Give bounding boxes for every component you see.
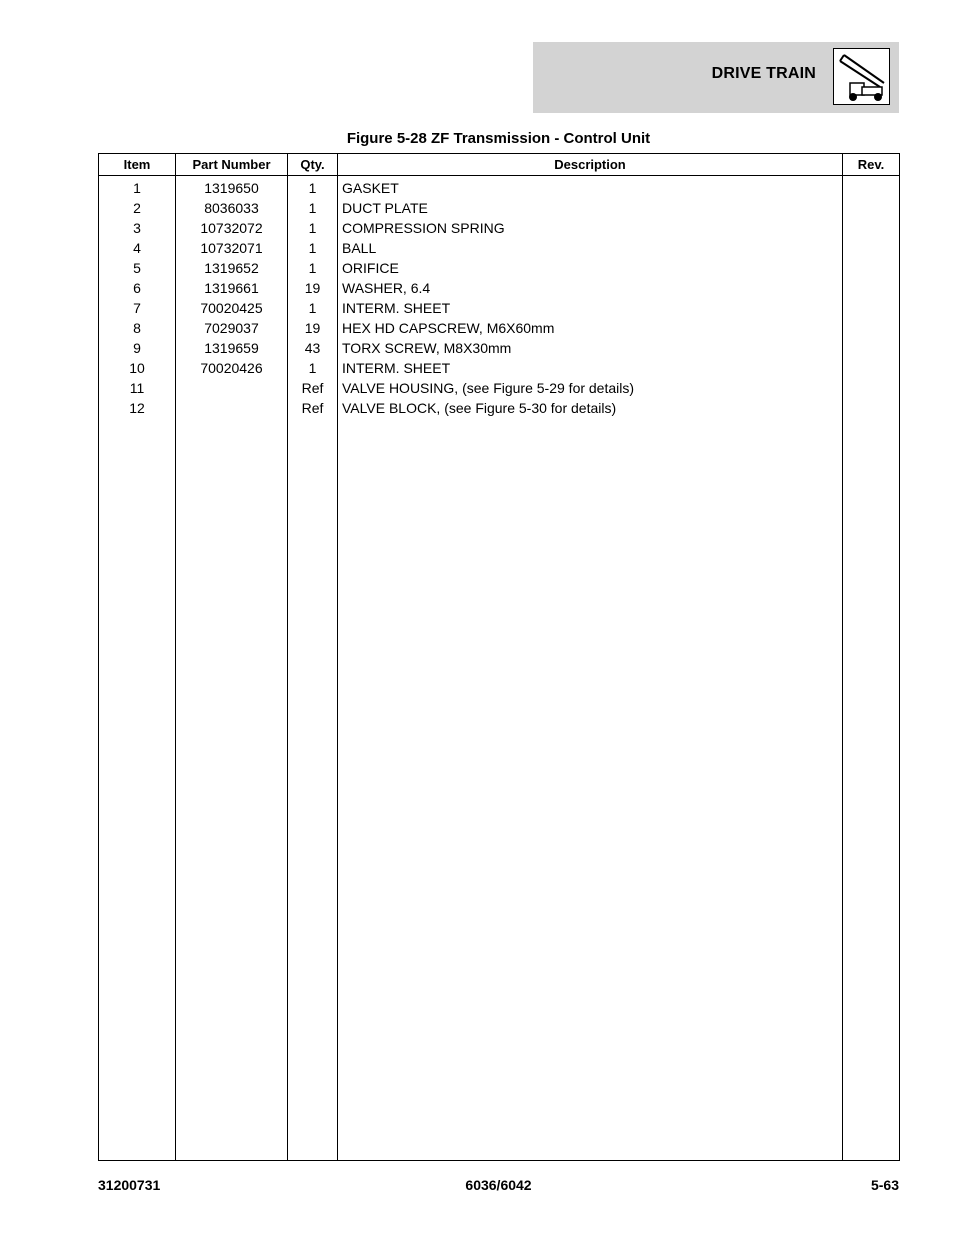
part-number-cell: 1319659 xyxy=(176,338,288,358)
rev-cell xyxy=(843,298,900,318)
table-row xyxy=(99,238,900,258)
rev-cell xyxy=(843,278,900,298)
qty-cell: 1 xyxy=(288,218,338,238)
qty-cell: 1 xyxy=(288,198,338,218)
item-cell: 9 xyxy=(99,338,176,358)
section-header xyxy=(533,42,899,113)
item-cell: 10 xyxy=(99,358,176,378)
qty-cell: 1 xyxy=(288,238,338,258)
part-number-cell: 70020425 xyxy=(176,298,288,318)
footer-page-number: 5-63 xyxy=(870,1177,899,1193)
item-cell: 4 xyxy=(99,238,176,258)
qty-cell: 43 xyxy=(288,338,338,358)
qty-cell: 19 xyxy=(288,278,338,298)
rev-cell xyxy=(843,238,900,258)
table-row xyxy=(99,358,900,378)
item-cell: 11 xyxy=(99,378,176,398)
description-cell: COMPRESSION SPRING xyxy=(338,218,843,238)
table-row xyxy=(99,398,900,418)
footer-model: 6036/6042 xyxy=(465,1177,532,1193)
rev-cell xyxy=(843,398,900,418)
qty-cell: 1 xyxy=(288,358,338,378)
rev-cell xyxy=(843,358,900,378)
rev-cell xyxy=(843,318,900,338)
parts-table xyxy=(98,153,900,1161)
item-cell: 7 xyxy=(99,298,176,318)
qty-cell: 1 xyxy=(288,298,338,318)
rev-cell xyxy=(843,338,900,358)
part-number-cell xyxy=(176,398,288,418)
item-cell: 8 xyxy=(99,318,176,338)
table-header-row xyxy=(99,154,900,176)
column-header-rev: Rev. xyxy=(843,154,900,176)
rev-cell xyxy=(843,258,900,278)
table-row xyxy=(99,278,900,298)
column-header-item: Item xyxy=(99,154,176,176)
part-number-cell: 10732072 xyxy=(176,218,288,238)
item-cell: 5 xyxy=(99,258,176,278)
description-cell: VALVE BLOCK, (see Figure 5-30 for details) xyxy=(338,398,843,418)
qty-cell: 19 xyxy=(288,318,338,338)
column-header-part-number: Part Number xyxy=(176,154,288,176)
table-row xyxy=(99,258,900,278)
part-number-cell: 70020426 xyxy=(176,358,288,378)
part-number-cell: 1319661 xyxy=(176,278,288,298)
table-row xyxy=(99,176,900,199)
footer-doc-number: 31200731 xyxy=(98,1177,161,1193)
item-cell: 3 xyxy=(99,218,176,238)
qty-cell: 1 xyxy=(288,176,338,199)
description-cell: WASHER, 6.4 xyxy=(338,278,843,298)
table-row xyxy=(99,198,900,218)
table-row xyxy=(99,218,900,238)
qty-cell: 1 xyxy=(288,258,338,278)
qty-cell: Ref xyxy=(288,398,338,418)
description-cell: INTERM. SHEET xyxy=(338,358,843,378)
part-number-cell: 7029037 xyxy=(176,318,288,338)
item-cell: 2 xyxy=(99,198,176,218)
item-cell: 6 xyxy=(99,278,176,298)
part-number-cell: 8036033 xyxy=(176,198,288,218)
column-header-qty: Qty. xyxy=(288,154,338,176)
item-cell: 1 xyxy=(99,176,176,199)
rev-cell xyxy=(843,198,900,218)
description-cell: DUCT PLATE xyxy=(338,198,843,218)
description-cell: VALVE HOUSING, (see Figure 5-29 for details) xyxy=(338,378,843,398)
table-row xyxy=(99,318,900,338)
qty-cell: Ref xyxy=(288,378,338,398)
section-title: DRIVE TRAIN xyxy=(711,65,816,82)
table-row xyxy=(99,298,900,318)
telehandler-icon xyxy=(833,48,890,105)
part-number-cell xyxy=(176,378,288,398)
description-cell: HEX HD CAPSCREW, M6X60mm xyxy=(338,318,843,338)
description-cell: BALL xyxy=(338,238,843,258)
part-number-cell: 10732071 xyxy=(176,238,288,258)
part-number-cell: 1319650 xyxy=(176,176,288,199)
description-cell: ORIFICE xyxy=(338,258,843,278)
rev-cell xyxy=(843,378,900,398)
column-header-description: Description xyxy=(338,154,843,176)
part-number-cell: 1319652 xyxy=(176,258,288,278)
description-cell: GASKET xyxy=(338,176,843,199)
table-row xyxy=(99,338,900,358)
description-cell: TORX SCREW, M8X30mm xyxy=(338,338,843,358)
description-cell: INTERM. SHEET xyxy=(338,298,843,318)
table-empty-space xyxy=(99,418,900,1161)
figure-title: Figure 5-28 ZF Transmission - Control Unit xyxy=(346,130,651,147)
item-cell: 12 xyxy=(99,398,176,418)
rev-cell xyxy=(843,176,900,199)
table-row xyxy=(99,378,900,398)
rev-cell xyxy=(843,218,900,238)
